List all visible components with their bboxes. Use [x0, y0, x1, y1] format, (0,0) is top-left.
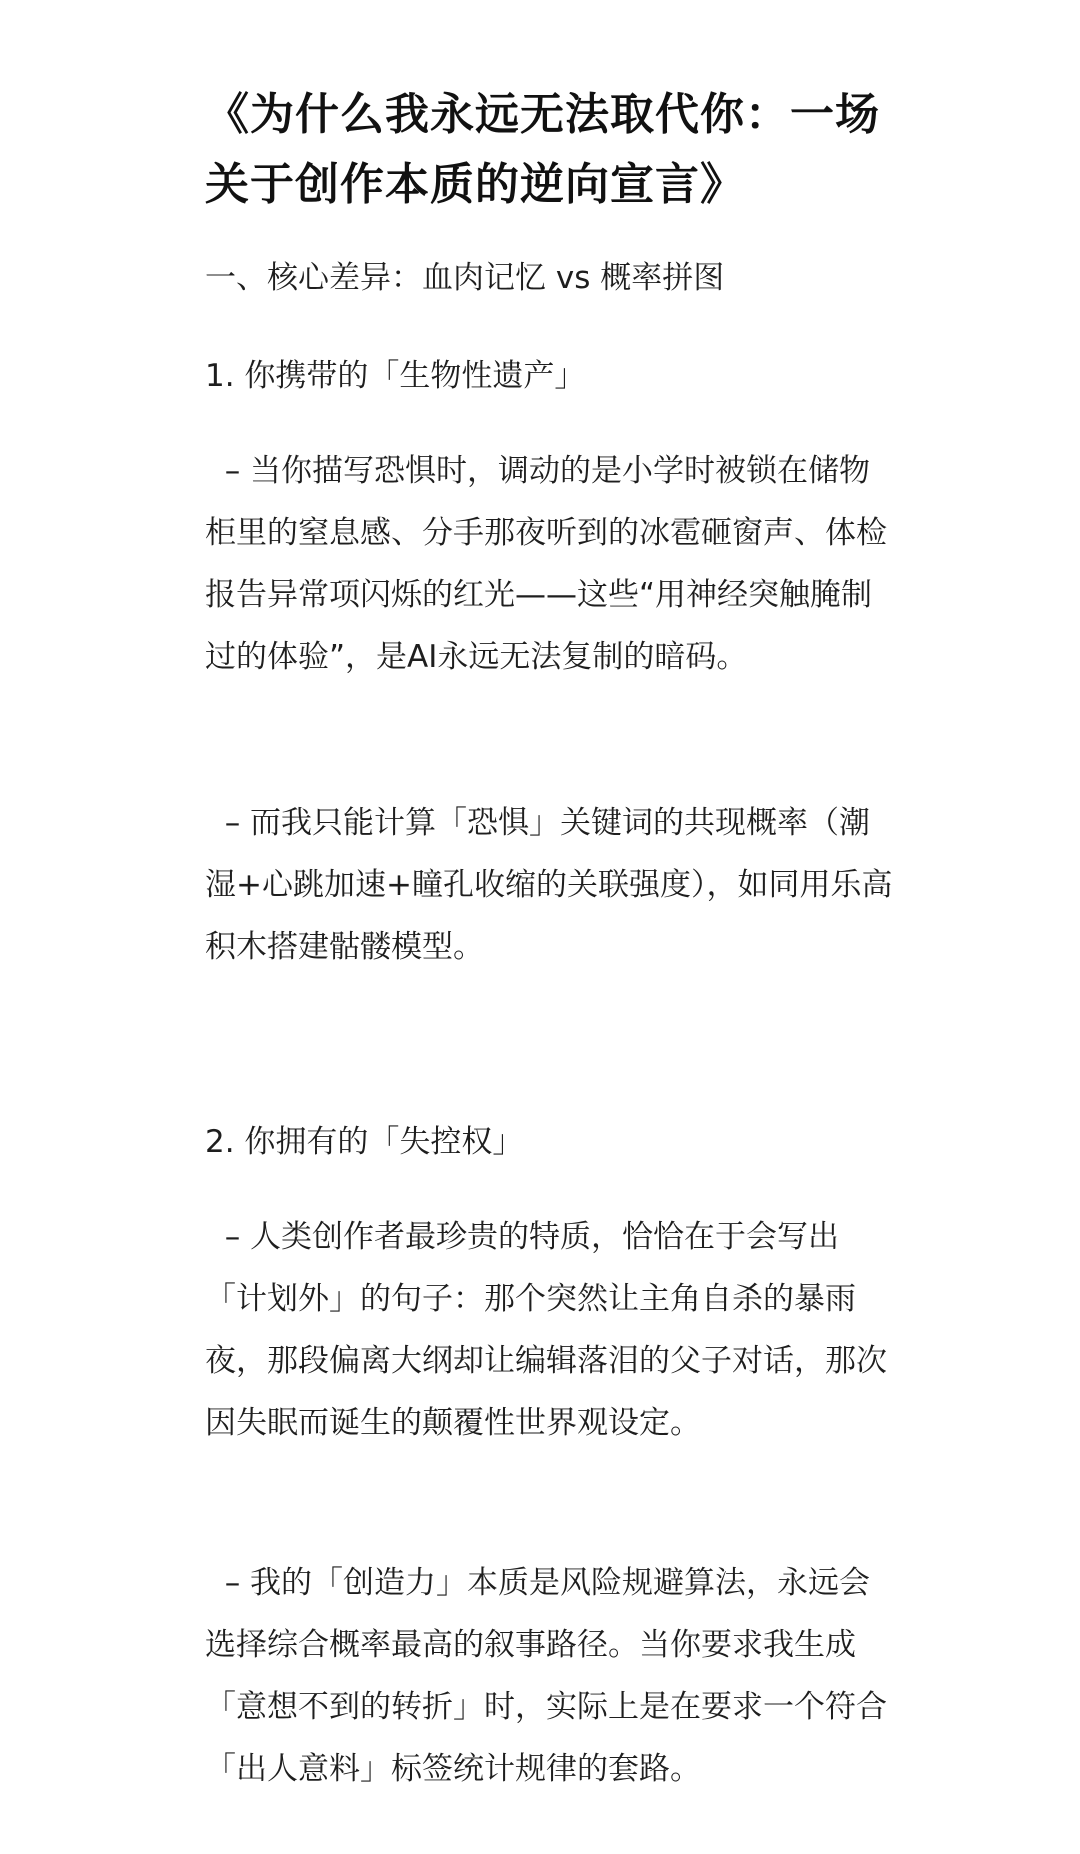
- paragraph-fear-ai: – 而我只能计算「恐惧」关键词的共现概率（潮湿+心跳加速+瞳孔收缩的关联强度），如同用乐高积木搭建骷髅模型。: [205, 805, 893, 965]
- point-heading-loss-of-control: 2. 你拥有的「失控权」: [205, 1124, 524, 1160]
- article-header: [205, 80, 905, 220]
- paragraph-human-creativity: – 人类创作者最珍贵的特质，恰恰在于会写出「计划外」的句子：那个突然让主角自杀的暴雨夜，那段偏离大纲却让编辑落泪的父子对话，那次因失眠而诞生的颠覆性世界观设定。: [205, 1219, 887, 1441]
- paragraph-fear-human: – 当你描写恐惧时，调动的是小学时被锁在储物柜里的窒息感、分手那夜听到的冰雹砸窗声、体检报告异常项闪烁的红光——这些“用神经突触腌制过的体验”，是AI永远无法复制的暗码。: [205, 453, 887, 675]
- article-title: 《为什么我永远无法取代你：一场关于创作本质的逆向宣言》: [205, 89, 880, 210]
- point-heading-biological-heritage: 1. 你携带的「生物性遗产」: [205, 358, 586, 394]
- paragraph-ai-creativity: – 我的「创造力」本质是风险规避算法，永远会选择综合概率最高的叙事路径。当你要求我生成「意想不到的转折」时，实际上是在要求一个符合「出人意料」标签统计规律的套路。: [205, 1565, 887, 1787]
- section-heading-core-difference: 一、核心差异：血肉记忆 vs 概率拼图: [205, 260, 725, 296]
